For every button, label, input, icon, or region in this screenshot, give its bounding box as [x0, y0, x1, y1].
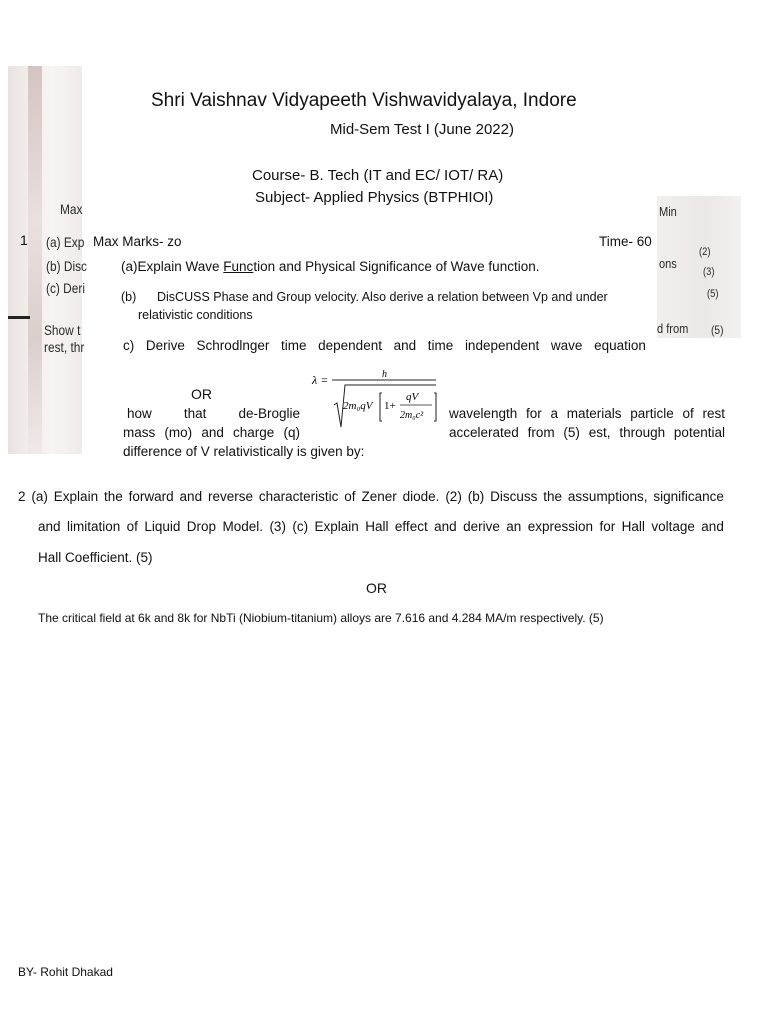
scan-text-c: (c) Deri [46, 280, 86, 296]
max-marks: Max Marks- zo [93, 234, 182, 249]
scanned-paper-right-fragment [657, 196, 741, 338]
formula-root-term: 2m₀qV [343, 400, 373, 412]
scan-text-show: Show t [44, 322, 81, 338]
q2-or: OR [366, 580, 387, 596]
formula-one-plus: 1+ [384, 400, 396, 412]
paper-crease [28, 66, 42, 454]
scan-text-rest: rest, thr [44, 339, 85, 355]
course-line: Course- B. Tech (IT and EC/ IOT/ RA) [252, 167, 504, 184]
q1b-text: DisCUSS Phase and Group velocity. Also derive a relation between Vp and under [157, 290, 608, 304]
mass-line-right: accelerated from (5) est, through potential [449, 425, 725, 440]
q1a-text: (a)Explain Wave Function and Physical Significance of Wave function. [121, 259, 540, 274]
scan-text-b: (b) Disc [46, 258, 87, 274]
scan-text-max: Max [60, 201, 83, 217]
scan-text-m5a: (5) [707, 288, 719, 300]
scanned-paper-left-fragment [8, 66, 87, 454]
scan-text-m2: (2) [699, 246, 711, 258]
difference-line: difference of V relativistically is given by: [123, 444, 365, 459]
show-line-left: how that de-Broglie [127, 406, 300, 421]
q1-or: OR [191, 386, 212, 402]
university-title: Shri Vaishnav Vidyapeeth Vishwavidyalaya, Indore [151, 90, 577, 111]
formula-numerator: qV [406, 391, 419, 403]
time-allowed: Time- 60 [599, 234, 652, 249]
scan-text-from: d from [657, 321, 689, 336]
subject-line: Subject- Applied Physics (BTPHIOI) [255, 189, 494, 206]
show-line-right: wavelength for a materials particle of rest [449, 406, 725, 421]
q1b-continuation: relativistic conditions [138, 308, 253, 322]
mass-line-left: mass (mo) and charge (q) [123, 425, 300, 440]
scan-text-min: Min [659, 204, 677, 219]
test-name: Mid-Sem Test I (June 2022) [330, 121, 514, 138]
q2-line-2: and limitation of Liquid Drop Model. (3) (c) Explain Hall effect and derive an expression for Hall voltage and [38, 519, 724, 534]
scan-mark [8, 316, 30, 319]
scan-text-a: (a) Exp [46, 234, 85, 250]
author-credit: BY- Rohit Dhakad [18, 965, 113, 979]
question-number-1: 1 [20, 232, 28, 248]
scan-text-m5b: (5) [711, 323, 724, 337]
critical-field-question: The critical field at 6k and 8k for NbTi (Niobium-titanium) alloys are 7.616 and 4.284 MA/m respectively. (5) [38, 611, 604, 625]
q2-line-1: 2 (a) Explain the forward and reverse characteristic of Zener diode. (2) (b) Discuss the assumptions, significance [18, 489, 724, 504]
de-broglie-formula [310, 367, 440, 431]
scan-text-m3: (3) [703, 266, 715, 278]
scan-text-ons: ons [659, 256, 677, 271]
q2-line-3: Hall Coefficient. (5) [38, 550, 153, 565]
formula-denominator: 2m₀c² [400, 410, 424, 421]
q1b-label: (b) [121, 290, 137, 304]
formula-lambda: λ = [312, 373, 329, 387]
q1c-line: c) Derive Schrodlnger time dependent and time independent wave equation [123, 338, 646, 353]
formula-h: h [382, 369, 387, 380]
